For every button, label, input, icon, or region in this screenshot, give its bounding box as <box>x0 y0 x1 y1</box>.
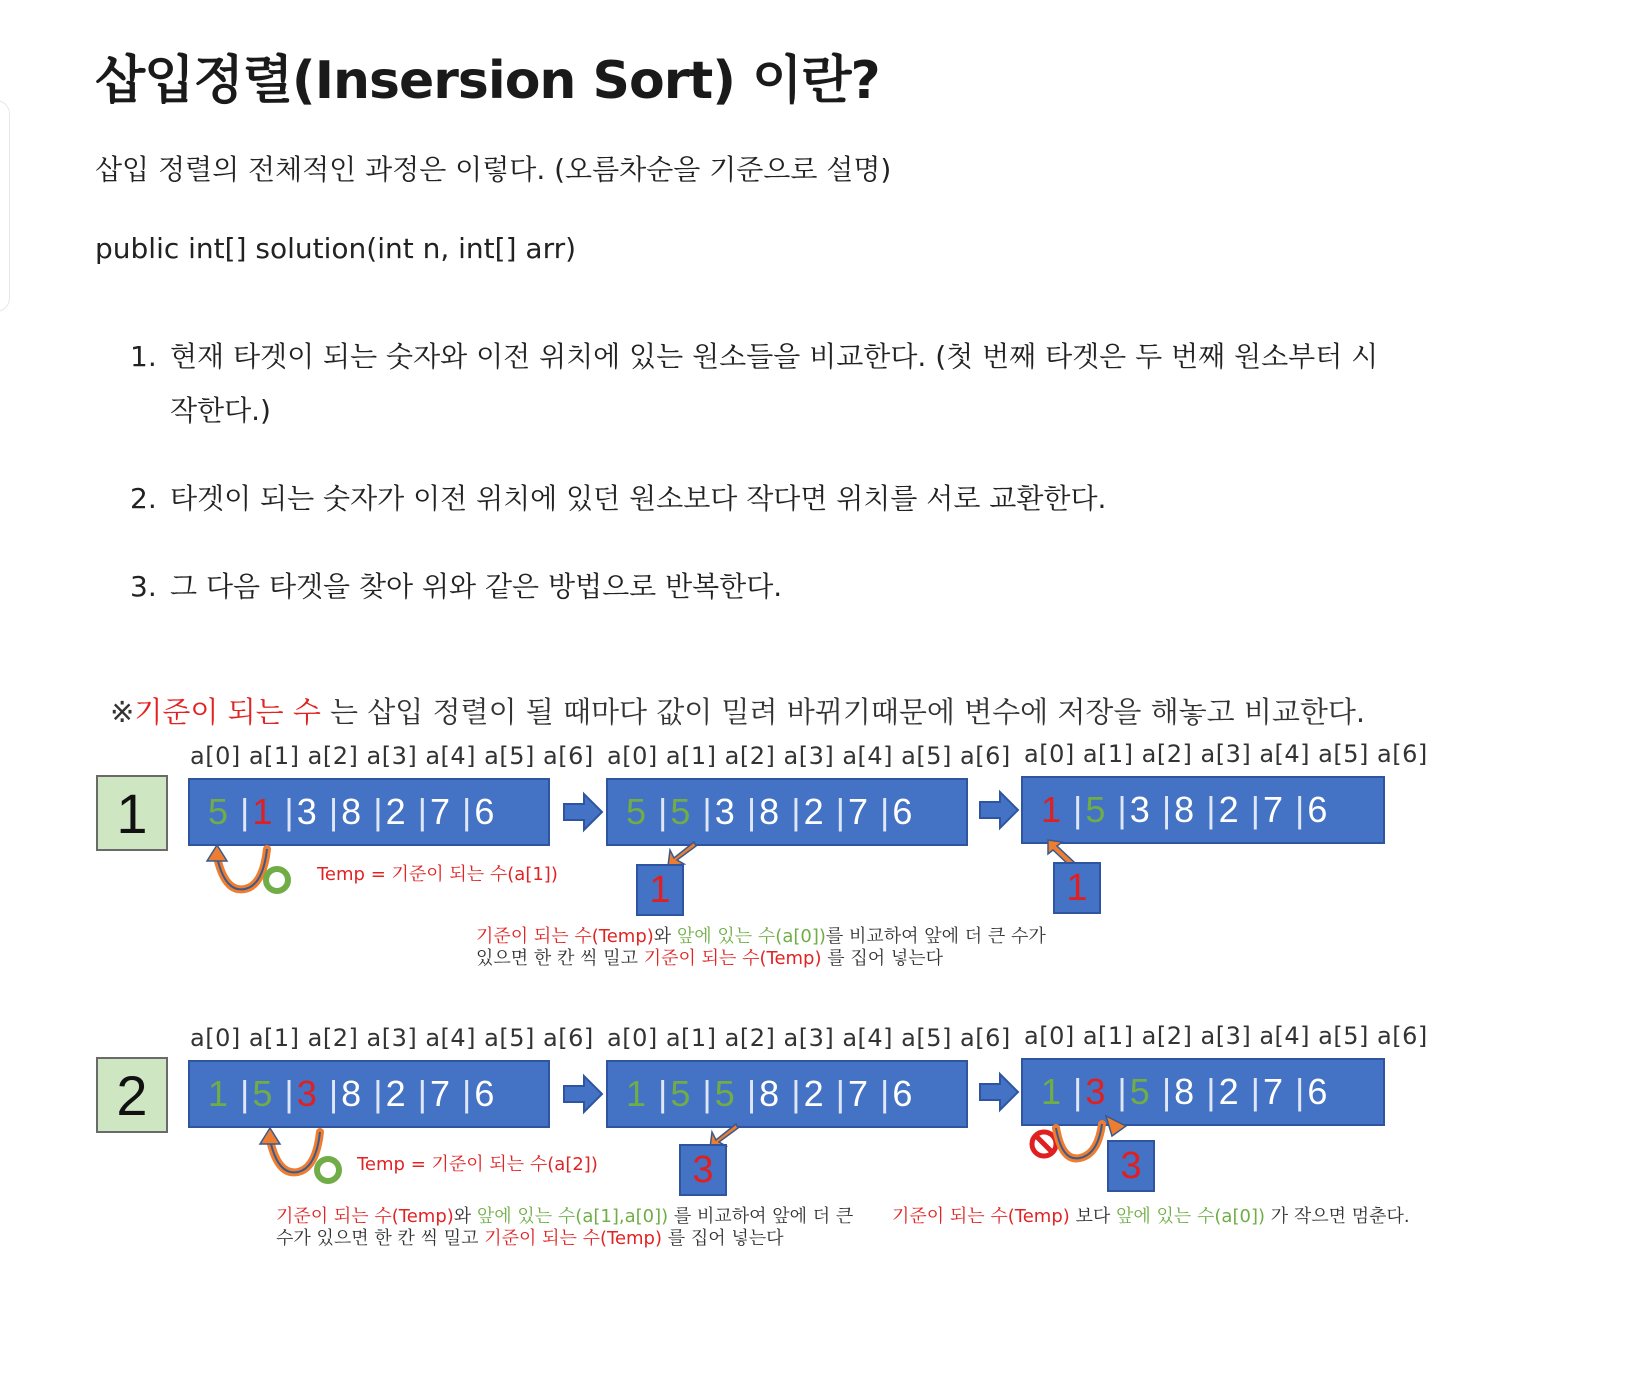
array-cell: 8 <box>1174 1071 1196 1112</box>
array-cell: 1 <box>1041 789 1063 830</box>
index-label: a[0] a[1] a[2] a[3] a[4] a[5] a[6] <box>607 1024 1011 1052</box>
side-panel-edge <box>0 100 10 312</box>
array-box <box>606 778 968 846</box>
cell-separator: | <box>879 791 891 832</box>
caption-text: 와 <box>453 1206 477 1227</box>
cell-separator: | <box>373 791 384 832</box>
array-box <box>188 1060 550 1128</box>
step-text: 그 다음 타겟을 찾아 위와 같은 방법으로 반복한다. <box>170 570 783 603</box>
index-label: a[0] a[1] a[2] a[3] a[4] a[5] a[6] <box>1024 1022 1428 1050</box>
array-cell: 5 <box>1085 789 1107 830</box>
step-badge-2: 2 <box>96 1057 168 1133</box>
caption-text: 가 작으면 멈춘다. <box>1265 1206 1410 1227</box>
array-box <box>188 778 550 846</box>
array-cell: 6 <box>474 791 496 832</box>
array-box <box>1021 776 1385 844</box>
cell-separator: | <box>702 791 713 832</box>
array-cell: 5 <box>626 791 648 832</box>
note-highlight: 기준이 되는 수 <box>134 695 321 729</box>
array-cell: 8 <box>341 791 363 832</box>
cell-separator: | <box>658 791 669 832</box>
page-title: 삽입정렬(Insersion Sort) 이란? <box>95 51 880 111</box>
array-cell: 1 <box>208 1073 230 1114</box>
insertion-sort-figure <box>0 690 1652 1370</box>
step-badge-1: 1 <box>96 775 168 851</box>
caption-green: 앞에 있는 수(a[1],a[0]) <box>476 1206 669 1227</box>
array-cell: 7 <box>1262 1071 1284 1112</box>
array-cell: 8 <box>759 1073 781 1114</box>
intro-text: 삽입 정렬의 전체적인 과정은 이렇다. (오름차순을 기준으로 설명) <box>95 153 892 186</box>
caption-text: 를 집어 넣는다 <box>821 948 944 969</box>
caption-red: 기준이 되는 수(Temp) <box>892 1206 1070 1227</box>
array-cell: 5 <box>1129 1071 1151 1112</box>
cell-separator: | <box>1250 789 1261 830</box>
cell-separator: | <box>328 791 340 832</box>
cell-separator: | <box>658 1073 669 1114</box>
step-number: 1. <box>130 340 157 373</box>
cell-separator: | <box>835 791 846 832</box>
temp-label <box>357 1150 598 1176</box>
array-cell: 7 <box>847 1073 869 1114</box>
note-mark: ※ <box>110 695 135 729</box>
step-number: 2. <box>130 482 157 515</box>
cell-separator: | <box>1294 1071 1306 1112</box>
method-signature: public int[] solution(int n, int[] arr) <box>95 232 577 265</box>
temp-value-box: 3 <box>679 1144 727 1196</box>
array-cell: 6 <box>474 1073 496 1114</box>
array-cell: 1 <box>626 1073 648 1114</box>
cell-separator: | <box>461 1073 473 1114</box>
cell-separator: | <box>461 791 473 832</box>
next-arrow-icon <box>978 790 1020 830</box>
caption-text: 와 <box>653 926 677 947</box>
array-cell: 3 <box>296 1073 318 1114</box>
cell-separator: | <box>1250 1071 1261 1112</box>
array-cell: 6 <box>892 1073 914 1114</box>
index-label: a[0] a[1] a[2] a[3] a[4] a[5] a[6] <box>190 742 594 770</box>
cell-separator: | <box>240 1073 251 1114</box>
stop-caption <box>892 1202 1410 1228</box>
cell-separator: | <box>1117 1071 1128 1112</box>
array-cell: 5 <box>670 1073 692 1114</box>
caption-red: 기준이 되는 수(Temp) <box>276 1206 454 1227</box>
temp-circle-icon <box>313 1155 343 1185</box>
cell-separator: | <box>1294 789 1306 830</box>
cell-separator: | <box>746 1073 758 1114</box>
list-item <box>130 472 1390 526</box>
note-body: 는 삽입 정렬이 될 때마다 값이 밀려 바뀌기때문에 변수에 저장을 해놓고 비교한다. <box>320 695 1366 729</box>
cell-separator: | <box>879 1073 891 1114</box>
caption-red: 기준이 되는 수(Temp) <box>643 948 822 969</box>
array-cell: 2 <box>803 791 825 832</box>
temp-value-box: 1 <box>636 864 684 916</box>
cell-separator: | <box>240 791 251 832</box>
cell-separator: | <box>417 791 428 832</box>
array-cell: 3 <box>1129 789 1151 830</box>
temp-value-box: 3 <box>1107 1140 1155 1192</box>
caption-text: 를 비교하여 앞에 더 큰 수가 <box>825 926 1046 947</box>
caption-text: 보다 <box>1069 1206 1117 1227</box>
array-cell: 2 <box>1218 1071 1240 1112</box>
array-cell: 7 <box>847 791 869 832</box>
array-cell: 7 <box>1262 789 1284 830</box>
cell-separator: | <box>1206 789 1217 830</box>
temp-label-text: Temp = 기준이 되는 수(a[1]) <box>317 864 558 885</box>
array-cell: 5 <box>208 791 230 832</box>
figure-note <box>110 690 1365 731</box>
list-item <box>130 560 1390 614</box>
next-arrow-icon <box>562 1074 604 1114</box>
next-arrow-icon <box>978 1072 1020 1112</box>
caption-text: 있으면 한 칸 씩 밀고 <box>476 948 644 969</box>
caption-green: 앞에 있는 수(a[0]) <box>1116 1206 1265 1227</box>
caption-text: 수가 있으면 한 칸 씩 밀고 <box>276 1228 485 1249</box>
caption-line <box>276 1224 784 1250</box>
array-cell: 6 <box>1307 1071 1329 1112</box>
cell-separator: | <box>373 1073 384 1114</box>
array-cell: 3 <box>296 791 318 832</box>
steps-list <box>130 330 1390 648</box>
cell-separator: | <box>1161 789 1173 830</box>
index-label: a[0] a[1] a[2] a[3] a[4] a[5] a[6] <box>607 742 1011 770</box>
cell-separator: | <box>746 791 758 832</box>
array-cell: 5 <box>670 791 692 832</box>
cell-separator: | <box>1206 1071 1217 1112</box>
cell-separator: | <box>417 1073 428 1114</box>
array-cell: 6 <box>892 791 914 832</box>
cell-separator: | <box>284 1073 295 1114</box>
next-arrow-icon <box>562 792 604 832</box>
array-cell: 8 <box>341 1073 363 1114</box>
array-cell: 8 <box>1174 789 1196 830</box>
array-cell: 2 <box>803 1073 825 1114</box>
array-cell: 1 <box>1041 1071 1063 1112</box>
step-text: 현재 타겟이 되는 숫자와 이전 위치에 있는 원소들을 비교한다. (첫 번째 타겟은 두 번째 원소부터 시작한다.) <box>170 340 1379 427</box>
array-cell: 7 <box>429 791 451 832</box>
step-number: 3. <box>130 570 157 603</box>
cell-separator: | <box>702 1073 713 1114</box>
cell-separator: | <box>1073 1071 1084 1112</box>
caption-red: 기준이 되는 수(Temp) <box>484 1228 663 1249</box>
index-label: a[0] a[1] a[2] a[3] a[4] a[5] a[6] <box>190 1024 594 1052</box>
cell-separator: | <box>328 1073 340 1114</box>
array-cell: 5 <box>252 1073 274 1114</box>
caption-text: 를 집어 넣는다 <box>662 1228 784 1249</box>
array-cell: 2 <box>385 791 407 832</box>
array-cell: 6 <box>1307 789 1329 830</box>
caption-text: 를 비교하여 앞에 더 큰 <box>668 1206 854 1227</box>
array-cell: 8 <box>759 791 781 832</box>
caption-line <box>476 944 943 970</box>
array-cell: 2 <box>385 1073 407 1114</box>
array-cell: 3 <box>714 791 736 832</box>
array-box <box>606 1060 968 1128</box>
cell-separator: | <box>791 791 802 832</box>
temp-label-text: Temp = 기준이 되는 수(a[2]) <box>357 1154 598 1175</box>
cell-separator: | <box>284 791 295 832</box>
cell-separator: | <box>1161 1071 1173 1112</box>
temp-circle-icon <box>262 865 292 895</box>
step-text: 타겟이 되는 숫자가 이전 위치에 있던 원소보다 작다면 위치를 서로 교환한다. <box>170 482 1107 515</box>
array-cell: 1 <box>252 791 274 832</box>
temp-label <box>317 860 558 886</box>
temp-value-box: 1 <box>1053 862 1101 914</box>
list-item <box>130 330 1390 438</box>
array-cell: 3 <box>1085 1071 1107 1112</box>
cell-separator: | <box>1073 789 1084 830</box>
caption-green: 앞에 있는 수(a[0]) <box>676 926 826 947</box>
cell-separator: | <box>791 1073 802 1114</box>
caption-red: 기준이 되는 수(Temp) <box>476 926 654 947</box>
cell-separator: | <box>835 1073 846 1114</box>
array-cell: 5 <box>714 1073 736 1114</box>
array-cell: 2 <box>1218 789 1240 830</box>
cell-separator: | <box>1117 789 1128 830</box>
array-cell: 7 <box>429 1073 451 1114</box>
index-label: a[0] a[1] a[2] a[3] a[4] a[5] a[6] <box>1024 740 1428 768</box>
